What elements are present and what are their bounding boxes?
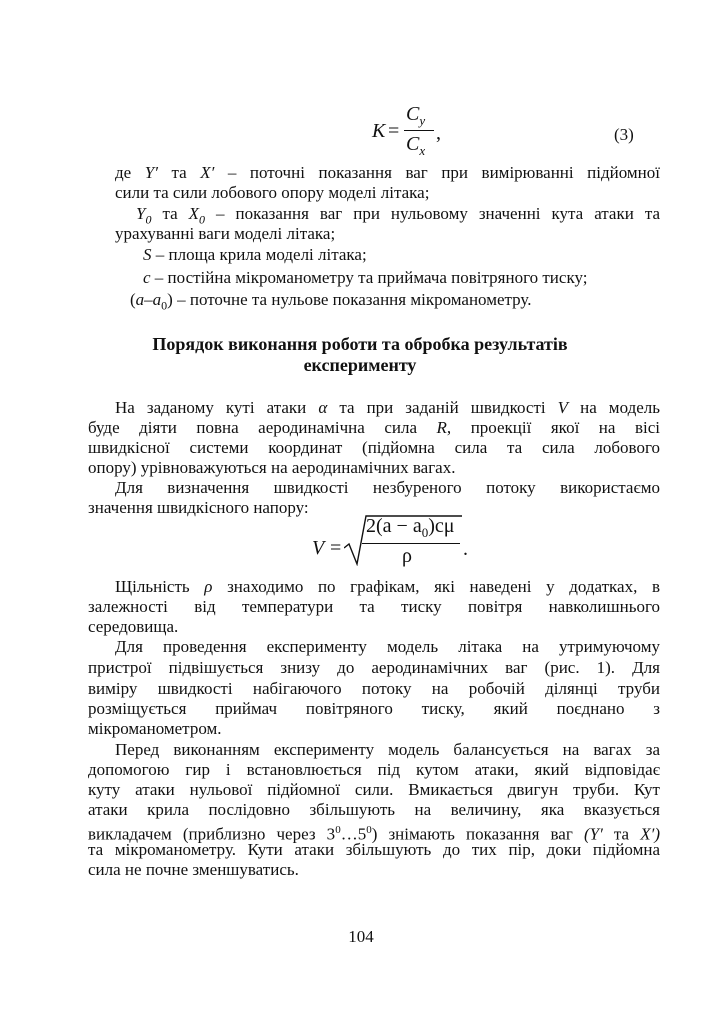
para5-line-4: атаки крила послідовно збільшують на величину, яка вказується <box>88 800 660 819</box>
def-line-3: $Y_0$ та $X_0$ – показання ваг при нульовому значенні кута атаки та <box>136 204 661 227</box>
para1-line-4: опору) урівноважуються на аеродинамічних вагах. <box>88 458 456 477</box>
formula-v-denominator: ρ <box>402 545 412 567</box>
para3-line-2: залежності від температури та тиску повітря навколишнього <box>88 597 660 616</box>
page-number: 104 <box>348 927 374 946</box>
para4-line-1: Для проведення експерименту модель літака на утримуючому <box>115 637 660 656</box>
para5-line-6: та мікроманометру. Кути атаки збільшують до тих пір, доки підйомна <box>88 840 660 859</box>
formula3-eq: = <box>388 120 400 142</box>
formula-v-numerator: $2(a - a_0)c\mu$ <box>366 515 455 540</box>
para1-line-1: На заданому куті атаки α та при заданій швидкості V на модель <box>115 398 661 417</box>
para5-line-7: сила не почне зменшуватись. <box>88 860 299 879</box>
para4-line-4: розміщується приймач повітряного тиску, який поєднано з <box>88 699 660 718</box>
def-line-4: урахуванні ваги моделі літака; <box>115 224 336 243</box>
para2-line-2: значення швидкісного напору: <box>88 498 309 517</box>
formula3-lhs: K <box>372 120 386 142</box>
para4-line-5: мікроманометром. <box>88 719 222 738</box>
formula3-numerator: $C_y$ <box>406 103 426 128</box>
formula3-denominator: $C_x$ <box>406 133 426 158</box>
def-line-2: сили та сили лобового опору моделі літака; <box>115 183 430 202</box>
formula3-comma: , <box>436 122 441 144</box>
formula-v-lhs: V <box>312 537 325 559</box>
para3-line-3: середовища. <box>88 617 179 636</box>
fraction-bar <box>362 543 460 544</box>
para3-line-1: Щільність ρ знаходимо по графікам, які наведені у додатках, в <box>115 577 660 596</box>
para4-line-2: пристрої підвішується знизу до аеродинамічних ваг (рис. 1). Для <box>88 658 660 677</box>
para1-line-2: буде діяти повна аеродинамічна сила R, проекції якої на вісі <box>88 418 660 437</box>
def-line-5: S – площа крила моделі літака; <box>143 245 367 264</box>
def-line-6: c – постійна мікроманометру та приймача повітряного тиску; <box>143 268 588 287</box>
section-heading-line-2: експерименту <box>303 355 417 375</box>
def-line-1: де Y′ та X′ – поточні показання ваг при вимірюванні підйомної <box>115 163 660 182</box>
formula-v-dot: . <box>463 538 468 560</box>
para4-line-3: виміру швидкості набігаючого потоку на робочій ділянці труби <box>88 679 660 698</box>
equation-number: (3) <box>614 125 634 144</box>
para5-line-5: викладачем (приблизно через $3^0\dots 5^0$) знімають показання ваг (Y′ та X′) <box>88 824 660 844</box>
section-heading-line-1: Порядок виконання роботи та обробка результатів <box>152 334 568 354</box>
para5-line-1: Перед виконанням експерименту модель балансується на вагах за <box>115 740 660 759</box>
para1-line-3: швидкісної системи координат (підйомна сила та сила лобового <box>88 438 660 457</box>
def-line-7: $(a-a_0)$ – поточне та нульове показання мікроманометру. <box>130 290 532 313</box>
fraction-bar <box>404 130 434 131</box>
para5-line-3: куту атаки нульової підйомної сили. Вмикається двигун труби. Кут <box>88 780 660 799</box>
para5-line-2: допомогою гир і встановлюється під кутом атаки, який відповідає <box>88 760 660 779</box>
para2-line-1: Для визначення швидкості незбуреного потоку використаємо <box>115 478 660 497</box>
formula-v-eq: = <box>330 537 342 559</box>
